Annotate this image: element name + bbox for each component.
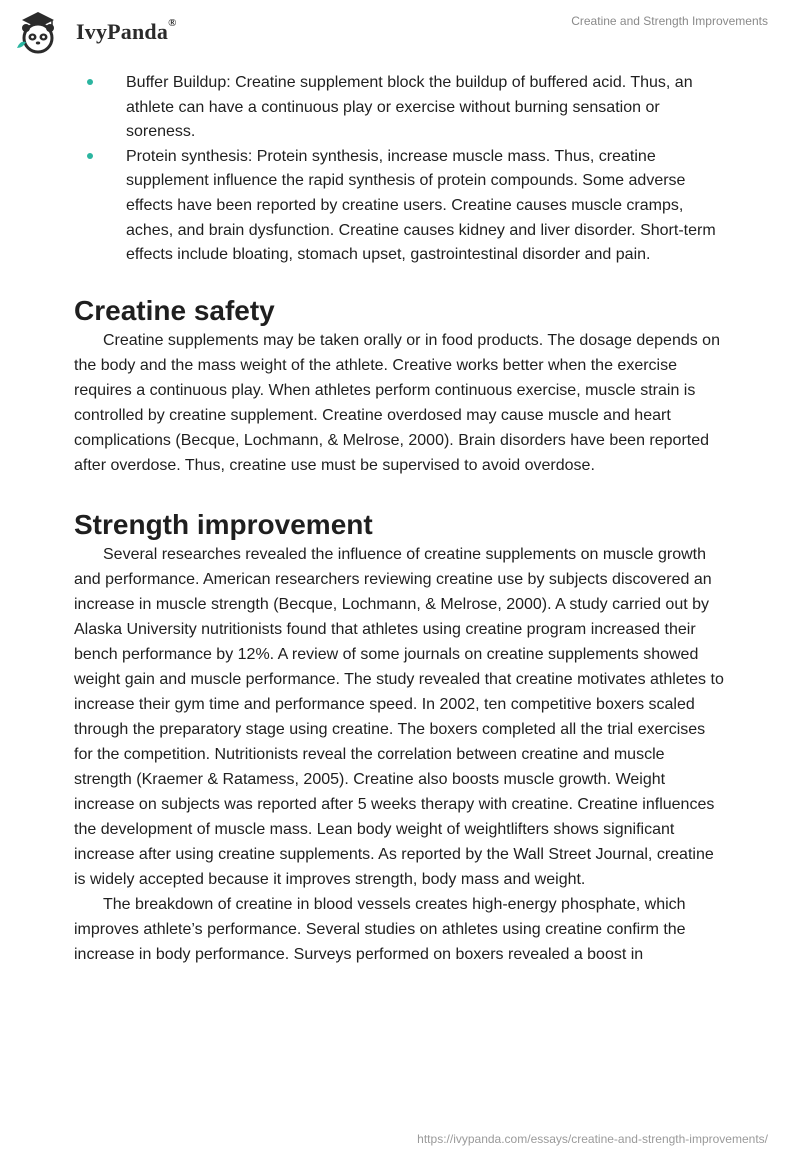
brand-name[interactable]: [76, 19, 177, 45]
section-heading-safety: Creatine safety: [74, 294, 275, 326]
source-url[interactable]: https://ivypanda.com/essays/creatine-and-strength-improvements/: [417, 1132, 768, 1146]
list-item-text: Protein synthesis: Protein synthesis, increase muscle mass. Thus, creatine supplement influence the rapid synthesis of protein compounds. Some adverse effects have been reported by creatine users. Creatine causes muscle cramps, aches, and brain dysfunction. Creatine causes kidney and liver disorder. Short-term effects include bloating, stomach upset, gastrointestinal disorder and pain.: [126, 147, 716, 264]
ivypanda-logo-icon[interactable]: [14, 8, 62, 56]
bullet-dot-icon: [87, 153, 93, 159]
paragraph-strength-1: Several researches revealed the influence of creatine supplements on muscle growth and performance. American researchers reviewing creatine use by subjects discovered an increase in muscle strength (Becque, Lochmann, & Melrose, 2000). A study carried out by Alaska University nutritionists found that athletes using creatine program increased their bench performance by 12%. A review of some journals on creatine supplements showed weight gain and muscle performance. The study revealed that creatine motivates athletes to increase their gym time and performance speed. In 2002, ten competitive boxers scaled through the preparatory stage using creatine. The boxers completed all the trial exercises for the competition. Nutritionists reveal the correlation between creatine and muscle strength (Kraemer & Ratamess, 2005). Creatine also boosts muscle growth. Weight increase on subjects was reported after 5 weeks therapy with creatine. Creatine influences the development of muscle mass. Lean body weight of weightlifters shows significant increase after using creatine supplements. As reported by the Wall Street Journal, creatine is widely accepted because it improves strength, body mass and weight.: [74, 545, 724, 888]
essay-content: [74, 71, 724, 967]
paragraph-safety: Creatine supplements may be taken orally or in food products. The dosage depends on the body and the mass weight of the athlete. Creative works better when the exercise requires a continuous play. When athletes perform continuous exercise, muscle strain is controlled by creatine supplement. Creatine overdosed may cause muscle and heart complications (Becque, Lochmann, & Melrose, 2000). Brain disorders have been reported after overdose. Thus, creatine use must be supervised to avoid overdose.: [74, 331, 720, 474]
document-title: Creatine and Strength Improvements: [571, 14, 768, 28]
brand-text: IvyPanda: [76, 19, 169, 44]
list-item-text: Buffer Buildup: Creatine supplement block the buildup of buffered acid. Thus, an athlete can have a continuous play or exercise without burning sensation or soreness.: [126, 74, 693, 141]
bullet-dot-icon: [87, 79, 93, 85]
list-item: [74, 145, 724, 268]
section-heading-strength: Strength improvement: [74, 508, 373, 540]
paragraph-strength-2: The breakdown of creatine in blood vessels creates high-energy phosphate, which improves athlete’s performance. Several studies on athletes using creatine confirm the increase in body performance. Surveys performed on boxers revealed a boost in: [74, 895, 686, 963]
bullet-list: [74, 71, 724, 268]
registered-mark: ®: [168, 17, 177, 29]
page-header: [0, 0, 800, 60]
list-item: [74, 71, 724, 145]
